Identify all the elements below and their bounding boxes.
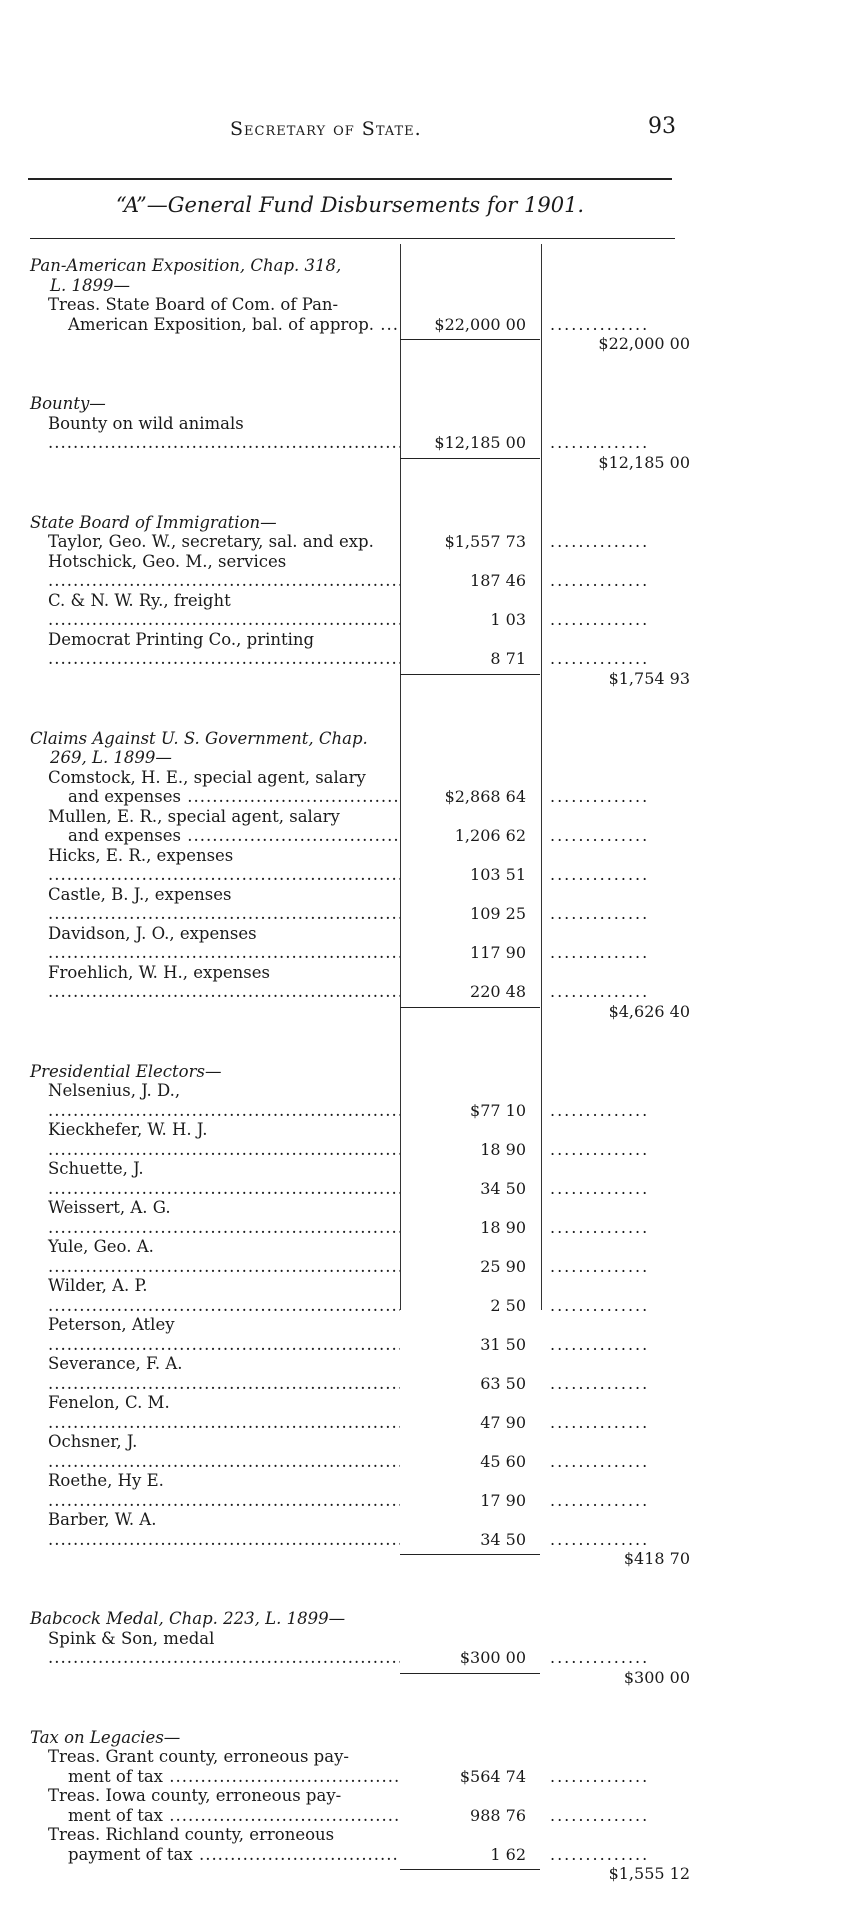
entry-label-line — [48, 1276, 400, 1315]
entry-amount: $2,868 64 — [444, 787, 526, 806]
entry-label-line — [48, 826, 400, 846]
entry-label — [30, 295, 400, 334]
entry-label-text: Taylor, Geo. W., secretary, sal. and exp. — [48, 532, 374, 551]
entry-amount: 47 90 — [480, 1412, 526, 1432]
section-heading-line: Babcock Medal, Chap. 223, L. 1899— — [30, 1609, 346, 1628]
entry-label — [30, 1237, 400, 1276]
dot-leader — [163, 1767, 400, 1786]
entry-label-line — [48, 1393, 400, 1432]
section-heading — [30, 1062, 690, 1082]
ledger-row — [30, 768, 690, 807]
entry-label-line — [48, 1806, 400, 1826]
entry-amount: 34 50 — [480, 1529, 526, 1549]
entry-amount: 8 71 — [490, 649, 526, 668]
entry-label-text: Democrat Printing Co., printing — [48, 629, 315, 649]
ledger-row — [30, 1747, 690, 1786]
ledger-row — [30, 630, 690, 669]
entry-label-line — [48, 1120, 400, 1159]
total-column-leader: .............. — [550, 532, 650, 551]
total-column-leader: .............. — [550, 610, 650, 629]
entry-amount: $564 74 — [459, 1766, 526, 1786]
entry-label-text: Mullen, E. R., special agent, salary — [48, 806, 340, 826]
entry-label — [30, 1081, 400, 1120]
ledger-row — [30, 1471, 690, 1510]
section-heading-line: L. 1899— — [50, 275, 130, 295]
entry-amount: 18 90 — [480, 1139, 526, 1159]
ledger-row — [30, 807, 690, 846]
dot-leader — [48, 1296, 400, 1315]
entry-label — [30, 1159, 400, 1198]
dot-leader — [48, 1374, 400, 1393]
entry-label-text: Weissert, A. G. — [48, 1198, 171, 1217]
dot-leader — [48, 1140, 400, 1159]
entry-label-line — [48, 1825, 400, 1845]
entry-label — [30, 768, 400, 807]
dot-leader — [48, 571, 400, 590]
entry-label-text: Wilder, A. P. — [48, 1276, 148, 1295]
dot-leader — [48, 943, 400, 962]
entry-label — [30, 885, 400, 924]
entry-label — [30, 630, 400, 669]
entry-amount: 187 46 — [470, 571, 526, 590]
entry-label-line — [48, 1354, 400, 1393]
ledger-section — [30, 1062, 690, 1572]
entry-label-line — [48, 885, 400, 924]
entry-label-line — [48, 1629, 400, 1668]
total-column-leader: .............. — [550, 1217, 650, 1237]
entry-label-text: C. & N. W. Ry., freight — [48, 590, 231, 610]
total-column-leader: .............. — [550, 1805, 650, 1825]
ledger-row — [30, 924, 690, 963]
disbursement-ledger — [30, 256, 690, 1924]
entry-label-line — [48, 846, 400, 885]
entry-label-line — [48, 807, 400, 827]
entry-label-text: Treas. Iowa county, erroneous pay- — [48, 1786, 342, 1805]
dot-leader — [48, 1530, 400, 1549]
entry-label-text: and expenses — [68, 787, 181, 806]
entry-label — [30, 963, 400, 1002]
dot-leader — [48, 1491, 400, 1510]
entry-amount: 220 48 — [470, 982, 526, 1001]
total-column-leader: .............. — [550, 1412, 650, 1432]
entry-label-text: Ochsner, J. — [48, 1432, 138, 1451]
entry-label — [30, 1786, 400, 1825]
total-column-leader: .............. — [550, 1844, 650, 1864]
entry-label-text: Kieckhefer, W. H. J. — [48, 1120, 208, 1139]
entry-label-text: Yule, Geo. A. — [48, 1237, 154, 1256]
entry-label-line — [48, 1747, 400, 1767]
entry-label-line — [48, 591, 400, 630]
entry-label-line — [48, 1510, 400, 1549]
total-column-leader: .............. — [550, 865, 650, 884]
ledger-section — [30, 513, 690, 691]
ledger-row — [30, 414, 690, 453]
ledger-row — [30, 1159, 690, 1198]
section-heading — [30, 513, 690, 533]
dot-leader — [48, 1648, 400, 1667]
entry-amount: 25 90 — [480, 1256, 526, 1276]
entry-label-text: Roethe, Hy E. — [48, 1471, 164, 1490]
dot-leader — [48, 1452, 400, 1471]
entry-label — [30, 1629, 400, 1668]
entry-label-text: Treas. Richland county, erroneous — [48, 1825, 335, 1844]
total-column-leader: .............. — [550, 1295, 650, 1315]
total-column-leader: .............. — [550, 1451, 650, 1471]
total-column-leader: .............. — [550, 1334, 650, 1354]
entry-amount: 31 50 — [480, 1334, 526, 1354]
entry-label — [30, 1354, 400, 1393]
section-total-row — [30, 1001, 690, 1024]
ledger-section — [30, 1728, 690, 1887]
entry-label-line — [48, 315, 400, 335]
entry-label — [30, 414, 400, 453]
section-heading — [30, 394, 690, 414]
entry-label — [30, 807, 400, 846]
dot-leader — [48, 649, 400, 668]
entry-amount: $300 00 — [459, 1648, 526, 1667]
section-total-row — [30, 452, 690, 475]
dot-leader — [48, 904, 400, 923]
total-column-leader: .............. — [550, 1766, 650, 1786]
total-column-leader: .............. — [550, 1490, 650, 1510]
ledger-row — [30, 591, 690, 630]
entry-label-line — [48, 1845, 400, 1865]
entry-label — [30, 1747, 400, 1786]
entry-label-line — [48, 532, 400, 552]
dot-leader — [48, 982, 400, 1001]
ledger-row — [30, 1510, 690, 1549]
title-rule — [30, 238, 675, 239]
dot-leader — [48, 610, 400, 629]
section-total-row — [30, 1864, 690, 1886]
section-heading — [30, 1728, 690, 1748]
entry-amount: $22,000 00 — [434, 314, 526, 334]
entry-label-line — [48, 1786, 400, 1806]
entry-label-line — [48, 768, 400, 788]
ledger-row — [30, 1393, 690, 1432]
entry-label-text: and expenses — [68, 826, 181, 845]
table-title: “A”—General Fund Disbursements for 1901. — [115, 193, 585, 217]
entry-label-line — [48, 1471, 400, 1510]
entry-label-text: Peterson, Atley — [48, 1315, 175, 1334]
section-heading — [30, 256, 690, 295]
total-column-leader: .............. — [550, 826, 650, 845]
total-column-leader: .............. — [550, 314, 650, 334]
entry-amount: 17 90 — [480, 1490, 526, 1510]
entry-label — [30, 532, 400, 552]
section-total: $22,000 00 — [598, 334, 690, 353]
dot-leader — [48, 1218, 400, 1237]
dot-leader — [48, 1257, 400, 1276]
section-total-row — [30, 1549, 690, 1571]
total-column-leader: .............. — [550, 1529, 650, 1549]
entry-label-text: ment of tax — [68, 1805, 163, 1825]
entry-label — [30, 552, 400, 591]
entry-label — [30, 1120, 400, 1159]
dot-leader — [181, 787, 400, 806]
ledger-row — [30, 1315, 690, 1354]
ledger-section — [30, 1609, 690, 1690]
section-total: $418 70 — [623, 1549, 690, 1568]
dot-leader — [48, 1101, 400, 1120]
section-total-row — [30, 334, 690, 356]
total-column-leader: .............. — [550, 571, 650, 590]
section-total: $1,754 93 — [608, 668, 690, 688]
entry-amount: 63 50 — [480, 1373, 526, 1393]
entry-label-line — [48, 630, 400, 669]
section-heading-line: State Board of Immigration— — [30, 512, 277, 532]
entry-amount: 1,206 62 — [454, 826, 526, 845]
entry-amount: 2 50 — [490, 1295, 526, 1315]
ledger-section — [30, 394, 690, 475]
entry-amount: 109 25 — [470, 904, 526, 923]
section-heading-line: Bounty— — [30, 394, 106, 413]
entry-amount: 1 62 — [490, 1844, 526, 1864]
ledger-row — [30, 1237, 690, 1276]
total-column-leader: .............. — [550, 1100, 650, 1120]
ledger-row — [30, 1432, 690, 1471]
entry-label-text: Schuette, J. — [48, 1159, 144, 1178]
dot-leader — [163, 1806, 400, 1825]
ledger-row — [30, 1786, 690, 1825]
entry-label — [30, 1432, 400, 1471]
dot-leader — [48, 1179, 400, 1198]
dot-leader — [193, 1845, 400, 1864]
entry-amount: $12,185 00 — [434, 433, 526, 452]
section-total: $4,626 40 — [608, 1001, 690, 1021]
header-rule — [28, 178, 672, 180]
entry-label-line — [48, 1315, 400, 1354]
section-heading-line: Pan-American Exposition, Chap. 318, — [30, 256, 342, 275]
entry-label-text: Nelsenius, J. D., — [48, 1081, 181, 1100]
ledger-row — [30, 846, 690, 885]
entry-label — [30, 1825, 400, 1864]
entry-amount: $77 10 — [470, 1100, 526, 1120]
entry-label — [30, 924, 400, 963]
total-column-leader: .............. — [550, 1178, 650, 1198]
entry-label-text: American Exposition, bal. of approp. — [68, 314, 375, 334]
entry-label-text: Severance, F. A. — [48, 1354, 183, 1373]
dot-leader — [48, 1335, 400, 1354]
ledger-row — [30, 1354, 690, 1393]
entry-label — [30, 591, 400, 630]
entry-label-line — [48, 1198, 400, 1237]
section-heading — [30, 1609, 690, 1629]
running-head: Secretary of State. — [230, 118, 422, 140]
entry-label — [30, 1510, 400, 1549]
entry-amount: 18 90 — [480, 1217, 526, 1237]
entry-label-text: Comstock, H. E., special agent, salary — [48, 767, 366, 787]
section-heading-line: Tax on Legacies— — [30, 1727, 181, 1747]
dot-leader — [48, 433, 400, 452]
section-heading — [30, 729, 690, 768]
entry-amount: 34 50 — [480, 1178, 526, 1198]
ledger-row — [30, 1825, 690, 1864]
entry-label — [30, 1198, 400, 1237]
total-column-leader: .............. — [550, 1648, 650, 1667]
entry-label-line — [48, 295, 400, 315]
section-heading-line: Claims Against U. S. Government, Chap. — [30, 728, 368, 748]
entry-label — [30, 1276, 400, 1315]
entry-label-text: Froehlich, W. H., expenses — [48, 962, 270, 982]
entry-amount: 1 03 — [490, 610, 526, 629]
entry-label-line — [48, 1159, 400, 1198]
entry-label — [30, 1315, 400, 1354]
ledger-row — [30, 885, 690, 924]
entry-label-text: Barber, W. A. — [48, 1510, 157, 1529]
dot-leader — [374, 315, 400, 334]
entry-label-text: Davidson, J. O., expenses — [48, 923, 257, 943]
ledger-row — [30, 1629, 690, 1668]
ledger-row — [30, 1081, 690, 1120]
entry-amount: $1,557 73 — [444, 532, 526, 551]
section-total: $1,555 12 — [608, 1864, 690, 1883]
entry-label-text: Bounty on wild animals — [48, 413, 244, 433]
entry-label — [30, 1471, 400, 1510]
entry-amount: 103 51 — [470, 865, 526, 884]
page-number: 93 — [648, 114, 676, 139]
entry-label-line — [48, 1432, 400, 1471]
total-column-leader: .............. — [550, 787, 650, 806]
ledger-row — [30, 295, 690, 334]
total-column-leader: .............. — [550, 433, 650, 452]
ledger-row — [30, 1276, 690, 1315]
entry-label-line — [48, 414, 400, 453]
total-column-leader: .............. — [550, 904, 650, 923]
section-total-row — [30, 668, 690, 691]
section-heading-line: Presidential Electors— — [30, 1061, 222, 1081]
section-total: $300 00 — [623, 1667, 690, 1687]
entry-label-text: Castle, B. J., expenses — [48, 884, 232, 904]
ledger-section — [30, 256, 690, 356]
entry-label-line — [48, 924, 400, 963]
total-column-leader: .............. — [550, 1256, 650, 1276]
entry-label-text: Hicks, E. R., expenses — [48, 845, 234, 865]
total-column-leader: .............. — [550, 649, 650, 668]
section-total-row — [30, 1667, 690, 1690]
entry-amount: 117 90 — [470, 943, 526, 962]
entry-label-line — [48, 787, 400, 807]
entry-label-line — [48, 1237, 400, 1276]
total-column-leader: .............. — [550, 1139, 650, 1159]
dot-leader — [48, 865, 400, 884]
dot-leader — [181, 826, 400, 845]
entry-label-text: Spink & Son, medal — [48, 1628, 215, 1648]
entry-label-text: payment of tax — [68, 1844, 193, 1864]
ledger-row — [30, 1120, 690, 1159]
dot-leader — [48, 1413, 400, 1432]
entry-label-line — [48, 1081, 400, 1120]
entry-amount: 988 76 — [470, 1805, 526, 1825]
entry-amount: 45 60 — [480, 1451, 526, 1471]
ledger-section — [30, 729, 690, 1024]
entry-label-line — [48, 1767, 400, 1787]
entry-label — [30, 846, 400, 885]
entry-label-line — [48, 552, 400, 591]
ledger-row — [30, 532, 690, 552]
entry-label — [30, 1393, 400, 1432]
entry-label-text: Fenelon, C. M. — [48, 1393, 170, 1412]
entry-label-text: Treas. Grant county, erroneous pay- — [48, 1747, 349, 1766]
ledger-row — [30, 552, 690, 591]
ledger-row — [30, 963, 690, 1002]
entry-label-line — [48, 963, 400, 1002]
total-column-leader: .............. — [550, 982, 650, 1001]
entry-label-text: Treas. State Board of Com. of Pan- — [48, 295, 339, 314]
ledger-row — [30, 1198, 690, 1237]
total-column-leader: .............. — [550, 1373, 650, 1393]
entry-label-text: Hotschick, Geo. M., services — [48, 551, 287, 571]
total-column-leader: .............. — [550, 943, 650, 962]
entry-label-text: ment of tax — [68, 1766, 163, 1786]
section-total: $12,185 00 — [598, 452, 690, 472]
section-heading-line: 269, L. 1899— — [50, 748, 172, 767]
